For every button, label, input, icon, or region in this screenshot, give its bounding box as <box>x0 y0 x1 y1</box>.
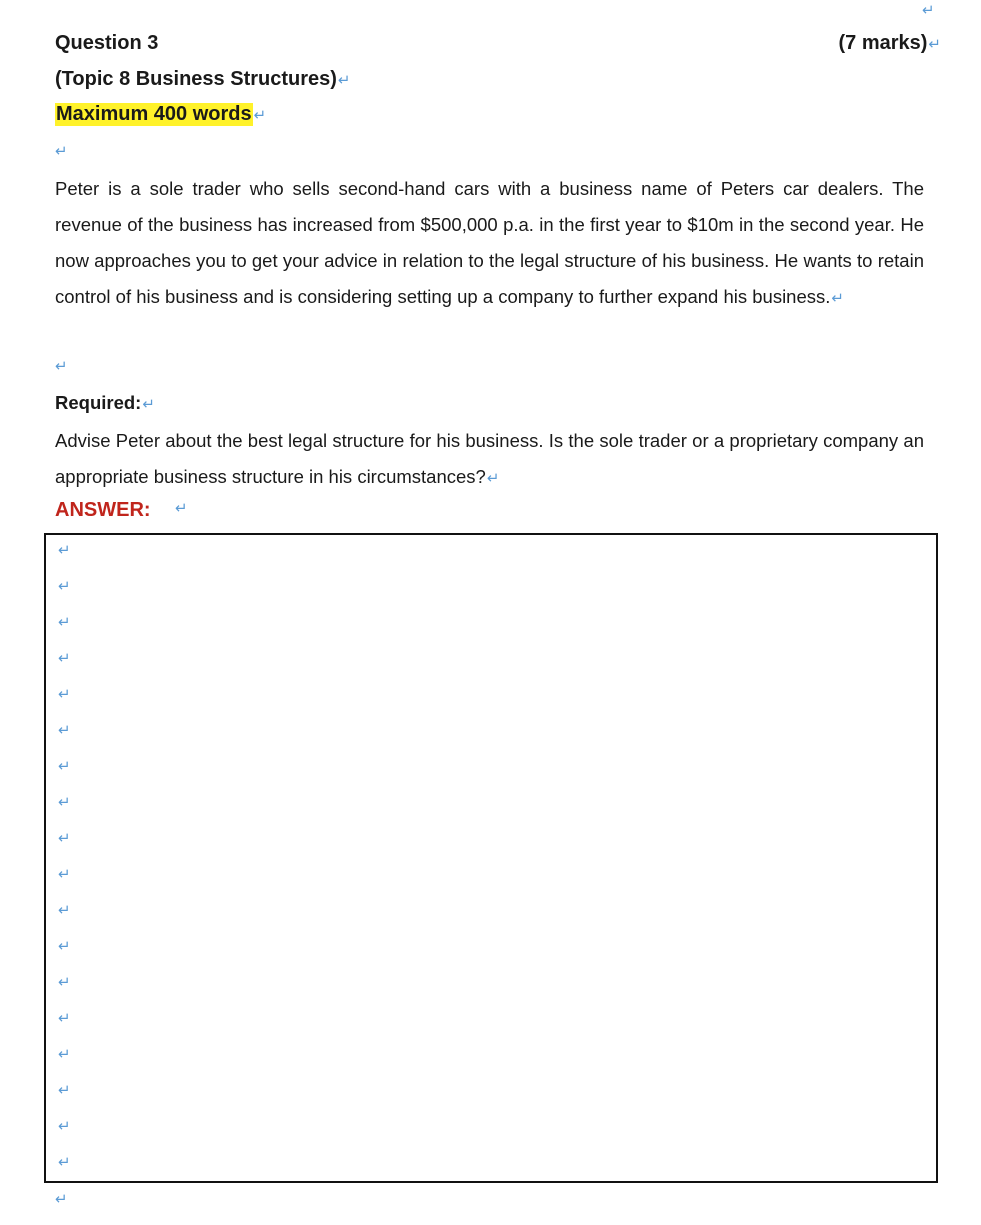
answer-label: ANSWER: <box>55 499 151 521</box>
scenario-paragraph: Peter is a sole trader who sells second-hand cars with a business name of Peters car dealers. The revenue of the business has increased from $500,000 p.a. in the first year to $10m in the second year. He now approaches you to get your advice in relation to the legal structure of his business. He wants to retain control of his business and is considering setting up a company to further expand his business.↵ <box>55 171 924 317</box>
answer-line-paragraph-mark-icon[interactable]: ↵ <box>58 650 71 667</box>
answer-line-paragraph-mark-icon[interactable]: ↵ <box>58 938 71 955</box>
paragraph-mark-icon: ↵ <box>253 107 267 124</box>
marks-label: (7 marks)↵ <box>838 30 941 58</box>
paragraph-mark-icon: ↵ <box>55 1191 68 1208</box>
paragraph-mark-icon: ↵ <box>831 290 844 307</box>
answer-lines[interactable] <box>58 539 71 1187</box>
answer-line-paragraph-mark-icon[interactable]: ↵ <box>58 902 71 919</box>
answer-line-paragraph-mark-icon[interactable]: ↵ <box>58 794 71 811</box>
answer-box[interactable] <box>44 533 938 1183</box>
paragraph-mark-icon: ↵ <box>337 72 351 89</box>
topic-heading: (Topic 8 Business Structures)↵ <box>55 66 351 94</box>
answer-line-paragraph-mark-icon[interactable]: ↵ <box>58 542 71 559</box>
answer-line-paragraph-mark-icon[interactable]: ↵ <box>58 1082 71 1099</box>
paragraph-mark-icon: ↵ <box>55 143 68 160</box>
answer-line-paragraph-mark-icon[interactable]: ↵ <box>58 758 71 775</box>
requirement-paragraph: Advise Peter about the best legal structure for his business. Is the sole trader or a proprietary company an appropriate business structure in his circumstances?↵ <box>55 423 924 497</box>
paragraph-mark-icon: ↵ <box>486 470 500 487</box>
answer-line-paragraph-mark-icon[interactable]: ↵ <box>58 1154 71 1171</box>
answer-line-paragraph-mark-icon[interactable]: ↵ <box>58 614 71 631</box>
answer-line-paragraph-mark-icon[interactable]: ↵ <box>58 578 71 595</box>
answer-line-paragraph-mark-icon[interactable]: ↵ <box>58 722 71 739</box>
answer-line-paragraph-mark-icon[interactable]: ↵ <box>58 1046 71 1063</box>
paragraph-mark-icon: ↵ <box>922 2 935 19</box>
word-limit <box>55 101 266 129</box>
paragraph-mark-icon: ↵ <box>928 36 941 53</box>
question-title: Question 3 <box>55 32 159 54</box>
paragraph-mark-icon: ↵ <box>175 500 188 517</box>
answer-line-paragraph-mark-icon[interactable]: ↵ <box>58 1118 71 1135</box>
answer-line-paragraph-mark-icon[interactable]: ↵ <box>58 974 71 991</box>
answer-line-paragraph-mark-icon[interactable]: ↵ <box>58 830 71 847</box>
answer-line-paragraph-mark-icon[interactable]: ↵ <box>58 866 71 883</box>
required-label: Required:↵ <box>55 390 155 418</box>
word-limit-highlight: Maximum 400 words <box>56 103 252 125</box>
paragraph-mark-icon: ↵ <box>142 396 155 413</box>
answer-line-paragraph-mark-icon[interactable]: ↵ <box>58 1010 71 1027</box>
answer-line-paragraph-mark-icon[interactable]: ↵ <box>58 686 71 703</box>
paragraph-mark-icon: ↵ <box>55 358 68 375</box>
